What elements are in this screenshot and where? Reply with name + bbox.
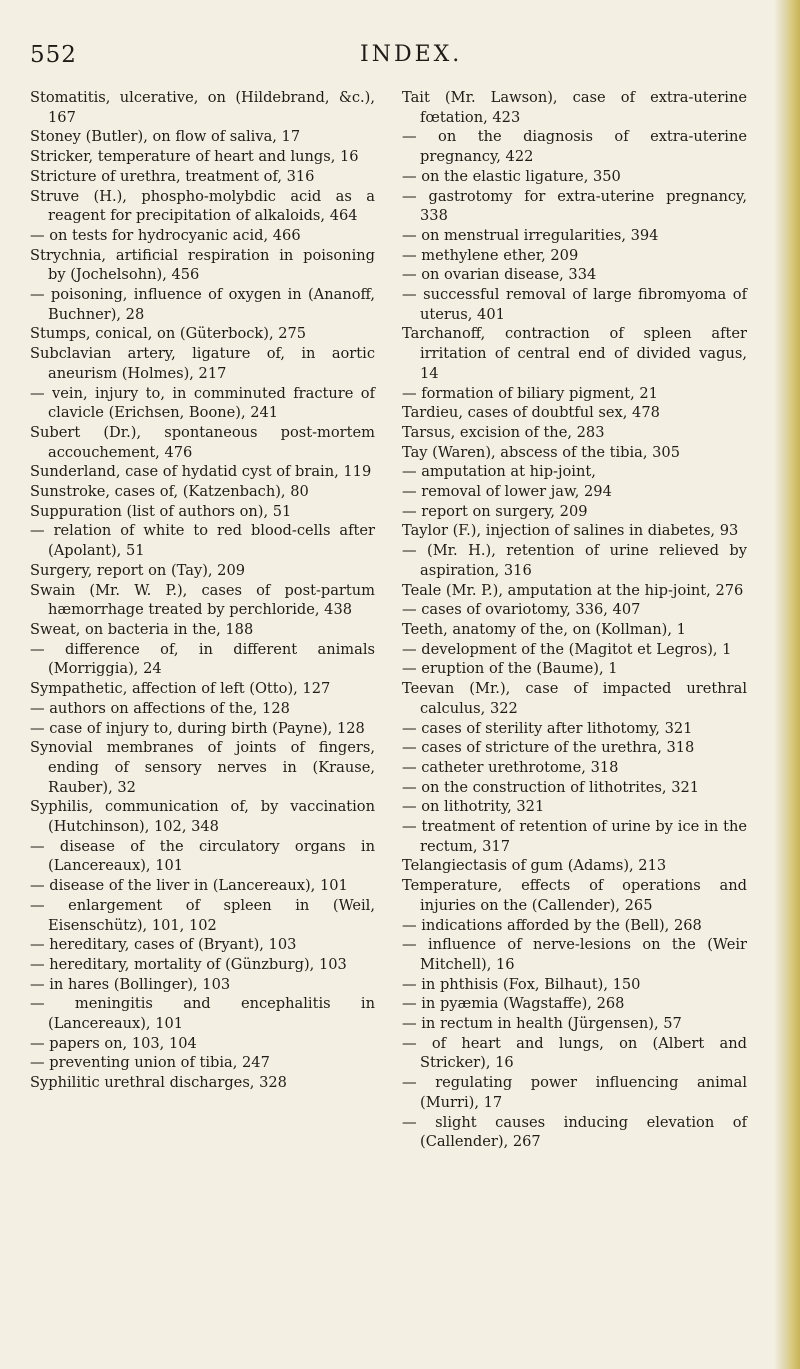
index-entry: Synovial membranes of joints of fingers, ending of sensory nerves in (Krause, Rauber), 32 xyxy=(30,739,375,796)
index-entry: Swain (Mr. W. P.), cases of post-partum hæmorrhage treated by perchloride, 438 xyxy=(30,581,375,619)
index-entry: Stomatitis, ulcerative, on (Hildebrand, &c.), 167 xyxy=(30,89,375,126)
index-entry: — in rectum in health (Jürgensen), 57 xyxy=(402,1015,682,1033)
index-entry: Tardieu, cases of doubtful sex, 478 xyxy=(402,404,660,422)
index-entry: — regulating power influencing animal (Murri), 17 xyxy=(402,1074,747,1111)
index-entry: — relation of white to red blood-cells after (Apolant), 51 xyxy=(30,522,375,560)
index-entry: Teale (Mr. P.), amputation at the hip-joint, 276 xyxy=(402,581,744,599)
index-entry: — eruption of the (Baume), 1 xyxy=(402,660,618,678)
index-entry: — methylene ether, 209 xyxy=(402,246,579,264)
index-entry: — influence of nerve-lesions on the (Weir Mitchell), 16 xyxy=(402,936,747,973)
index-entry: — cases of stricture of the urethra, 318 xyxy=(402,739,695,757)
index-entry: — formation of biliary pigment, 21 xyxy=(402,384,658,402)
index-entry: — meningitis and encephalitis in (Lancereaux), 101 xyxy=(30,995,375,1033)
index-entry: Stricture of urethra, treatment of, 316 xyxy=(30,167,315,185)
index-entry: Stumps, conical, on (Güterbock), 275 xyxy=(30,325,307,343)
index-entry: — hereditary, mortality of (Günzburg), 103 xyxy=(30,955,347,973)
page-number: 552 xyxy=(30,42,77,68)
index-entry: Stoney (Butler), on flow of saliva, 17 xyxy=(30,128,301,146)
index-entry: — catheter urethrotome, 318 xyxy=(402,758,619,776)
index-entry: — cases of ovariotomy, 336, 407 xyxy=(402,601,641,619)
index-entry: — disease of the circulatory organs in (Lancereaux), 101 xyxy=(30,837,375,875)
index-entry: — treatment of retention of urine by ice in the rectum, 317 xyxy=(402,818,747,855)
index-entry: — report on surgery, 209 xyxy=(402,502,588,520)
index-entry: — papers on, 103, 104 xyxy=(30,1034,197,1052)
index-entry: — authors on affections of the, 128 xyxy=(30,699,290,717)
index-entry: — vein, injury to, in comminuted fracture of clavicle (Erichsen, Boone), 241 xyxy=(30,384,375,422)
index-entry: Tait (Mr. Lawson), case of extra-uterine fœtation, 423 xyxy=(402,89,747,126)
index-entry: Sympathetic, affection of left (Otto), 127 xyxy=(30,680,331,698)
index-entry: Struve (H.), phospho-molybdic acid as a reagent for precipitation of alkaloids, 464 xyxy=(30,187,375,225)
index-entry: — development of the (Magitot et Legros), 1 xyxy=(402,640,732,658)
index-entry: — difference of, in different animals (Morriggia), 24 xyxy=(30,640,375,678)
index-entry: Tarchanoff, contraction of spleen after irritation of central end of divided vagus, 14 xyxy=(402,325,747,382)
index-entry: Temperature, effects of operations and injuries on the (Callender), 265 xyxy=(402,877,747,914)
index-entry: Surgery, report on (Tay), 209 xyxy=(30,561,246,579)
left-column xyxy=(30,88,375,1093)
index-entry: — amputation at hip-joint, xyxy=(402,463,596,481)
index-entry: — hereditary, cases of (Bryant), 103 xyxy=(30,936,297,954)
index-entry: Tarsus, excision of the, 283 xyxy=(402,423,605,441)
page-header xyxy=(30,42,770,82)
index-entry: Strychnia, artificial respiration in poisoning by (Jochelsohn), 456 xyxy=(30,246,375,284)
index-entry: — gastrotomy for extra-uterine pregnancy, 338 xyxy=(402,187,747,225)
index-entry: — slight causes inducing elevation of (Callender), 267 xyxy=(402,1113,747,1151)
index-entry: — removal of lower jaw, 294 xyxy=(402,483,612,501)
index-entry: Sunderland, case of hydatid cyst of brain, 119 xyxy=(30,463,372,481)
index-entry: — successful removal of large fibromyoma of uterus, 401 xyxy=(402,286,747,323)
index-entry: Sweat, on bacteria in the, 188 xyxy=(30,620,254,638)
index-entry: Subclavian artery, ligature of, in aortic aneurism (Holmes), 217 xyxy=(30,345,375,382)
index-entry: Syphilis, communication of, by vaccination (Hutchinson), 102, 348 xyxy=(30,798,375,836)
index-entry: Teevan (Mr.), case of impacted urethral calculus, 322 xyxy=(402,680,747,717)
index-entry: Stricker, temperature of heart and lungs, 16 xyxy=(30,148,359,166)
index-entry: Subert (Dr.), spontaneous post-mortem accouchement, 476 xyxy=(30,423,375,461)
index-entry: — cases of sterility after lithotomy, 321 xyxy=(402,719,693,737)
index-entry: Taylor (F.), injection of salines in diabetes, 93 xyxy=(402,522,739,540)
right-column xyxy=(402,88,747,1152)
index-entry: — preventing union of tibia, 247 xyxy=(30,1054,270,1072)
index-entry: — of heart and lungs, on (Albert and Stricker), 16 xyxy=(402,1034,747,1072)
index-entry: Syphilitic urethral discharges, 328 xyxy=(30,1074,287,1092)
index-entry: Telangiectasis of gum (Adams), 213 xyxy=(402,857,667,875)
index-entry: — on lithotrity, 321 xyxy=(402,798,545,816)
index-entry: Suppuration (list of authors on), 51 xyxy=(30,502,292,520)
page-title: INDEX. xyxy=(360,42,463,67)
index-entry: — on ovarian disease, 334 xyxy=(402,266,597,284)
index-entry: Tay (Waren), abscess of the tibia, 305 xyxy=(402,443,680,461)
index-entry: — on menstrual irregularities, 394 xyxy=(402,226,659,244)
index-entry: — in pyæmia (Wagstaffe), 268 xyxy=(402,995,625,1013)
index-entry: — disease of the liver in (Lancereaux), 101 xyxy=(30,877,348,895)
index-entry: Teeth, anatomy of the, on (Kollman), 1 xyxy=(402,620,686,638)
page-edge xyxy=(774,0,800,1369)
index-entry: — indications afforded by the (Bell), 268 xyxy=(402,916,702,934)
index-entry: — enlargement of spleen in (Weil, Eisenschütz), 101, 102 xyxy=(30,896,375,934)
index-entry: — on the construction of lithotrites, 321 xyxy=(402,778,700,796)
index-entry: — in hares (Bollinger), 103 xyxy=(30,975,231,993)
index-entry: — in phthisis (Fox, Bilhaut), 150 xyxy=(402,975,641,993)
index-entry: — case of injury to, during birth (Payne), 128 xyxy=(30,719,365,737)
index-entry: — on the diagnosis of extra-uterine pregnancy, 422 xyxy=(402,128,747,166)
index-entry: — on the elastic ligature, 350 xyxy=(402,167,621,185)
index-entry: — (Mr. H.), retention of urine relieved by aspiration, 316 xyxy=(402,542,747,579)
index-entry: Sunstroke, cases of, (Katzenbach), 80 xyxy=(30,483,309,501)
index-entry: — poisoning, influence of oxygen in (Ananoff, Buchner), 28 xyxy=(30,286,375,323)
index-entry: — on tests for hydrocyanic acid, 466 xyxy=(30,226,301,244)
